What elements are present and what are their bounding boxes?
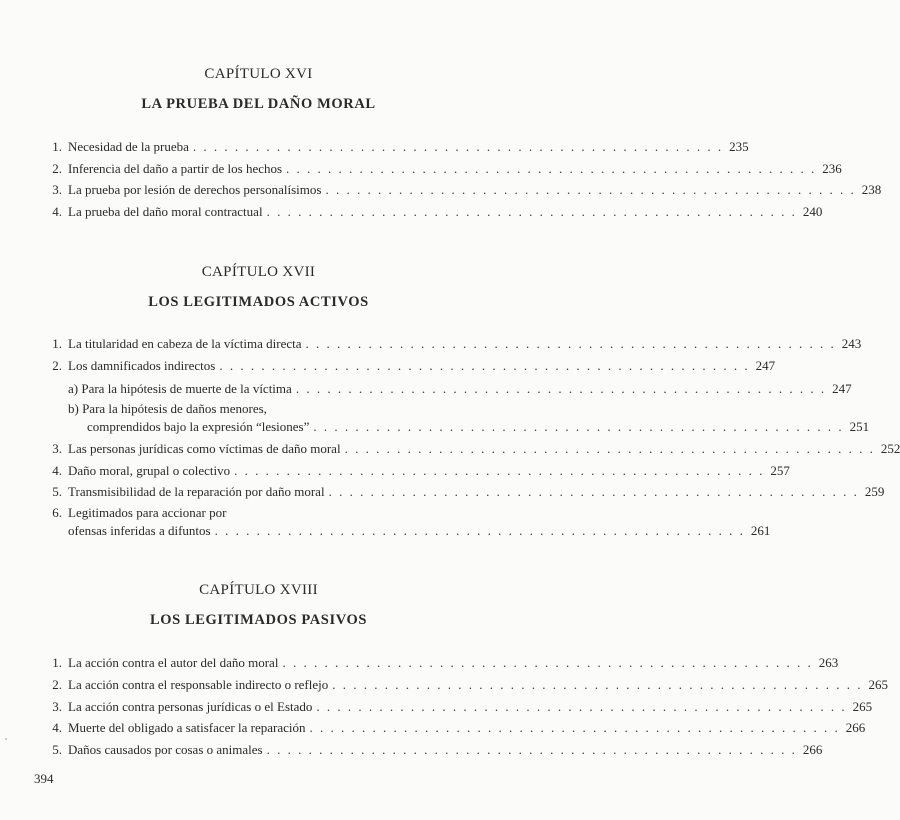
dot-leader: . . . . . . . . . . . . . . . . . . . . . . . . . . . . . . . . . . . . . . . . . . . . . . . . . . . — [328, 484, 859, 499]
entry-page: 247 — [755, 358, 776, 373]
dot-leader: . . . . . . . . . . . . . . . . . . . . . . . . . . . . . . . . . . . . . . . . . . . . . . . . . . . — [305, 336, 836, 351]
entry-page: 243 — [841, 336, 862, 351]
entry-text: Daño moral, grupal o colectivo — [68, 463, 231, 478]
entry-text: Legitimados para accionar por — [68, 505, 227, 520]
toc-entry-continued — [48, 521, 771, 541]
entry-page: 266 — [802, 742, 823, 757]
entry-text: La titularidad en cabeza de la víctima directa — [68, 336, 302, 351]
toc-entry — [48, 482, 885, 502]
toc-entry — [48, 202, 823, 222]
entry-text: La acción contra personas jurídicas o el Estado — [68, 699, 313, 714]
entry-text: La acción contra el autor del daño moral — [68, 655, 279, 670]
entry-number: 5. — [52, 742, 62, 757]
entry-page: 247 — [832, 381, 852, 396]
entry-number: 6. — [52, 505, 62, 520]
entry-page: 238 — [861, 182, 882, 197]
dot-leader: . . . . . . . . . . . . . . . . . . . . . . . . . . . . . . . . . . . . . . . . . . . . . . . . . . . — [234, 463, 765, 478]
chapter-16-label: CAPÍTULO XVI — [204, 66, 313, 82]
entry-number: 3. — [52, 182, 62, 197]
entry-text: La prueba por lesión de derechos personalísimos — [68, 182, 322, 197]
toc-entry — [48, 675, 888, 695]
entry-text-continued: ofensas inferidas a difuntos — [68, 523, 211, 538]
dot-leader: . . . . . . . . . . . . . . . . . . . . . . . . . . . . . . . . . . . . . . . . . . . . . . . . . . . — [219, 358, 750, 373]
entry-page: 265 — [852, 699, 873, 714]
paper-speck — [5, 738, 7, 740]
chapter-16-title: LA PRUEBA DEL DAÑO MORAL — [141, 96, 376, 112]
entry-text: Transmisibilidad de la reparación por daño moral — [68, 484, 325, 499]
entry-page: 251 — [849, 419, 870, 434]
dot-leader: . . . . . . . . . . . . . . . . . . . . . . . . . . . . . . . . . . . . . . . . . . . . . . . . . . . — [316, 699, 847, 714]
dot-leader: . . . . . . . . . . . . . . . . . . . . . . . . . . . . . . . . . . . . . . . . . . . . . . . . . . . — [266, 204, 797, 219]
toc-entry — [48, 740, 823, 760]
chapter-18-label: CAPÍTULO XVIII — [199, 582, 318, 598]
dot-leader: . . . . . . . . . . . . . . . . . . . . . . . . . . . . . . . . . . . . . . . . . . . . . . . . . . . — [282, 655, 813, 670]
entry-number: 4. — [52, 204, 62, 219]
dot-leader: . . . . . . . . . . . . . . . . . . . . . . . . . . . . . . . . . . . . . . . . . . . . . . . . . . . — [325, 182, 856, 197]
entry-page: 252 — [880, 441, 900, 456]
entry-text: Necesidad de la prueba — [68, 139, 189, 154]
dot-leader: . . . . . . . . . . . . . . . . . . . . . . . . . . . . . . . . . . . . . . . . . . . . . . . . . . . — [309, 720, 840, 735]
entry-text: La prueba del daño moral contractual — [68, 204, 263, 219]
entry-number: 2. — [52, 677, 62, 692]
toc-subentry — [48, 379, 852, 399]
dot-leader: . . . . . . . . . . . . . . . . . . . . . . . . . . . . . . . . . . . . . . . . . . . . . . . . . . . — [192, 139, 724, 154]
toc-entry — [48, 697, 873, 717]
entry-page: 236 — [822, 161, 842, 176]
entry-number: 1. — [52, 336, 62, 351]
chapter-17-label: CAPÍTULO XVII — [201, 264, 316, 280]
toc-entry — [48, 159, 842, 179]
entry-text-continued: comprendidos bajo la expresión “lesiones” — [87, 419, 310, 434]
dot-leader: . . . . . . . . . . . . . . . . . . . . . . . . . . . . . . . . . . . . . . . . . . . . . . . . . . . — [332, 677, 863, 692]
entry-number: 3. — [52, 699, 62, 714]
entry-text: b) Para la hipótesis de daños menores, — [68, 401, 267, 416]
page-number: 394 — [34, 771, 54, 786]
entry-number: 1. — [52, 655, 62, 670]
entry-page: 259 — [864, 484, 885, 499]
toc-subentry — [48, 417, 870, 437]
entry-page: 235 — [729, 139, 749, 154]
entry-number: 4. — [52, 463, 62, 478]
toc-entry — [48, 653, 839, 673]
toc-entry — [48, 334, 862, 354]
entry-number: 5. — [52, 484, 62, 499]
toc-entry — [48, 461, 790, 481]
toc-entry — [48, 718, 866, 738]
entry-text: Inferencia del daño a partir de los hechos — [68, 161, 283, 176]
dot-leader: . . . . . . . . . . . . . . . . . . . . . . . . . . . . . . . . . . . . . . . . . . . . . . . . . . . — [286, 161, 817, 176]
entry-number: 4. — [52, 720, 62, 735]
entry-text: Las personas jurídicas como víctimas de daño moral — [68, 441, 341, 456]
toc-entry — [48, 439, 900, 459]
toc-entry — [48, 137, 749, 157]
toc-entry — [48, 503, 485, 523]
entry-number: 2. — [52, 358, 62, 373]
entry-text: Daños causados por cosas o animales — [68, 742, 263, 757]
dot-leader: . . . . . . . . . . . . . . . . . . . . . . . . . . . . . . . . . . . . . . . . . . . . . . . . . . . — [313, 419, 844, 434]
toc-entry — [48, 180, 882, 200]
dot-leader: . . . . . . . . . . . . . . . . . . . . . . . . . . . . . . . . . . . . . . . . . . . . . . . . . . . — [295, 381, 827, 396]
chapter-18-title: LOS LEGITIMADOS PASIVOS — [149, 612, 368, 628]
dot-leader: . . . . . . . . . . . . . . . . . . . . . . . . . . . . . . . . . . . . . . . . . . . . . . . . . . . — [266, 742, 797, 757]
entry-text: a) Para la hipótesis de muerte de la víctima — [68, 381, 292, 396]
entry-text: La acción contra el responsable indirecto o reflejo — [68, 677, 329, 692]
toc-entry — [48, 356, 776, 376]
entry-page: 261 — [750, 523, 771, 538]
chapter-17-title: LOS LEGITIMADOS ACTIVOS — [148, 294, 369, 310]
entry-page: 263 — [818, 655, 839, 670]
entry-page: 265 — [868, 677, 888, 692]
entry-text: Los damnificados indirectos — [68, 358, 216, 373]
entry-number: 1. — [52, 139, 62, 154]
entry-number: 2. — [52, 161, 62, 176]
entry-page: 240 — [802, 204, 823, 219]
entry-text: Muerte del obligado a satisfacer la reparación — [68, 720, 306, 735]
dot-leader: . . . . . . . . . . . . . . . . . . . . . . . . . . . . . . . . . . . . . . . . . . . . . . . . . . . — [214, 523, 745, 538]
entry-page: 257 — [770, 463, 790, 478]
entry-number: 3. — [52, 441, 62, 456]
dot-leader: . . . . . . . . . . . . . . . . . . . . . . . . . . . . . . . . . . . . . . . . . . . . . . . . . . . — [344, 441, 875, 456]
entry-page: 266 — [845, 720, 866, 735]
